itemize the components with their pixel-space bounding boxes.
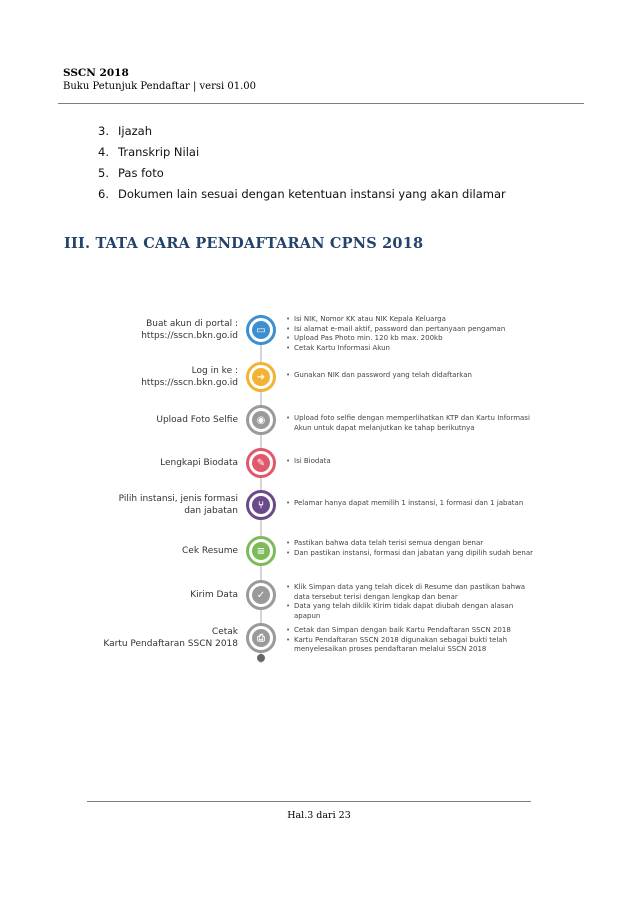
step-bullet: • Cetak Kartu Informasi Akun: [286, 344, 540, 354]
step-circle: [246, 623, 276, 653]
step-bullet: • Upload Pas Photo min. 120 kb max. 200kb: [286, 334, 540, 344]
step-description: [286, 539, 540, 558]
timeline-end-dot: [257, 654, 265, 662]
step-bullet: • Pastikan bahwa data telah terisi semua dengan benar: [286, 539, 540, 549]
step-label: [119, 493, 238, 517]
step-circle: [246, 405, 276, 435]
step-label: [190, 589, 238, 601]
step-description: [286, 371, 540, 381]
step-description: [286, 414, 540, 433]
login-icon: ➜: [252, 368, 270, 386]
step-circle: [246, 362, 276, 392]
registration-flow-infographic: [100, 305, 540, 665]
branch-icon: ⑂: [252, 496, 270, 514]
step-label: [156, 414, 238, 426]
header-title: SSCN 2018: [63, 67, 129, 79]
step-label-line: Buat akun di portal :: [146, 319, 238, 329]
step-label-line: Kirim Data: [190, 590, 238, 600]
step-circle: [246, 490, 276, 520]
step-bullet: • Kartu Pendaftaran SSCN 2018 digunakan sebagai bukti telah menyelesaikan proses pendaftaran melalui SSCN 2018: [286, 636, 540, 655]
monitor-icon: ▭: [252, 321, 270, 339]
step-label-line: Kartu Pendaftaran SSCN 2018: [103, 639, 238, 649]
list-item: 3. Ijazah: [98, 124, 153, 138]
step-description: [286, 315, 540, 353]
step-bullet: • Gunakan NIK dan password yang telah didaftarkan: [286, 371, 540, 381]
header-divider: [58, 103, 584, 104]
list-item: 6. Dokumen lain sesuai dengan ketentuan instansi yang akan dilamar: [98, 187, 506, 201]
step-bullet: • Isi alamat e-mail aktif, password dan pertanyaan pengaman: [286, 325, 540, 335]
step-label-line: Pilih instansi, jenis formasi: [118, 494, 238, 504]
step-bullet: • Klik Simpan data yang telah dicek di Resume dan pastikan bahwa data tersebut terisi dengan lengkap dan benar: [286, 583, 540, 602]
step-bullet: • Isi Biodata: [286, 457, 540, 467]
step-label-line: Cek Resume: [182, 546, 238, 556]
step-label-line: https://sscn.bkn.go.id: [141, 378, 238, 388]
step-description: [286, 626, 540, 655]
step-label-line: dan jabatan: [184, 506, 238, 516]
list-item: 5. Pas foto: [98, 166, 164, 180]
step-circle: [246, 536, 276, 566]
step-circle: [246, 315, 276, 345]
step-circle: [246, 580, 276, 610]
step-bullet: • Isi NIK, Nomor KK atau NIK Kepala Keluarga: [286, 315, 540, 325]
header-subtitle: Buku Petunjuk Pendaftar | versi 01.00: [63, 81, 257, 92]
step-description: [286, 583, 540, 621]
requirements-list: [98, 121, 506, 205]
printer-icon: ⎙: [252, 629, 270, 647]
step-label-line: Log in ke :: [191, 366, 238, 376]
step-label-line: Upload Foto Selfie: [156, 415, 238, 425]
step-label: [182, 545, 238, 557]
step-label: [141, 318, 238, 342]
page-number: Hal.3 dari 23: [287, 810, 351, 821]
camera-icon: ◉: [252, 411, 270, 429]
step-bullet: • Pelamar hanya dapat memilih 1 instansi, 1 formasi dan 1 jabatan: [286, 499, 540, 509]
check-icon: ✓: [252, 586, 270, 604]
step-bullet: • Dan pastikan instansi, formasi dan jabatan yang dipilih sudah benar: [286, 549, 540, 559]
step-circle: [246, 448, 276, 478]
step-bullet: • Upload foto selfie dengan memperlihatkan KTP dan Kartu Informasi Akun untuk dapat melanjutkan ke tahap berikutnya: [286, 414, 540, 433]
step-label-line: Cetak: [211, 627, 238, 637]
edit-document-icon: ✎: [252, 454, 270, 472]
step-description: [286, 499, 540, 509]
list-item: 4. Transkrip Nilai: [98, 145, 200, 159]
step-label-line: Lengkapi Biodata: [160, 458, 238, 468]
step-label: [103, 626, 238, 650]
page-header: [63, 66, 256, 93]
section-title: III. TATA CARA PENDAFTARAN CPNS 2018: [64, 235, 424, 252]
step-bullet: • Cetak dan Simpan dengan baik Kartu Pendaftaran SSCN 2018: [286, 626, 540, 636]
step-label: [160, 457, 238, 469]
footer-divider: [87, 801, 531, 802]
step-bullet: • Data yang telah diklik Kirim tidak dapat diubah dengan alasan apapun: [286, 602, 540, 621]
step-description: [286, 457, 540, 467]
step-label-line: https://sscn.bkn.go.id: [141, 331, 238, 341]
step-label: [141, 365, 238, 389]
document-icon: ≡: [252, 542, 270, 560]
